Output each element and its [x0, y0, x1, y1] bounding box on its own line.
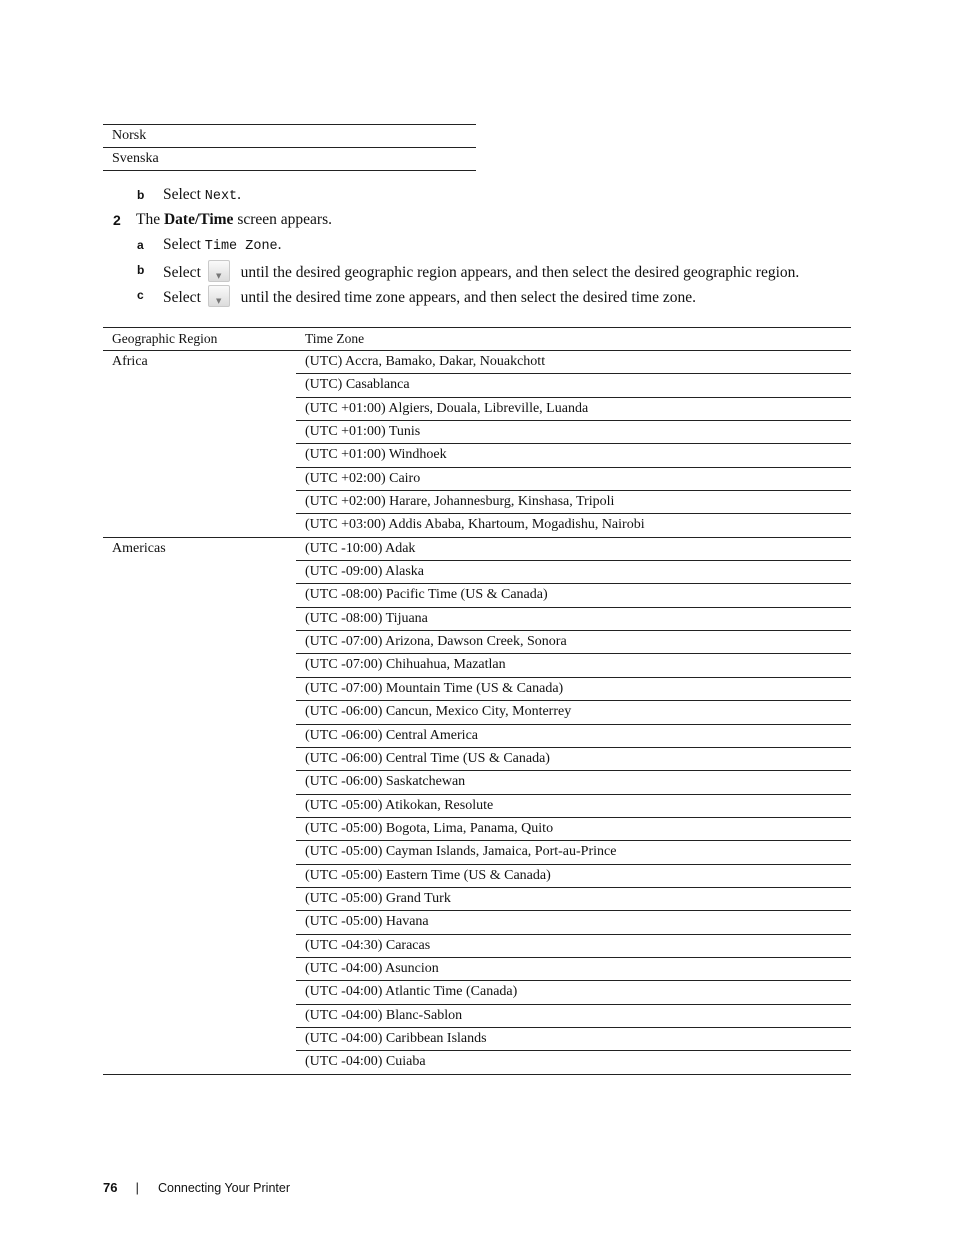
table-row: (UTC -07:00) Chihuahua, Mazatlan [296, 654, 851, 677]
table-row: (UTC -04:00) Asuncion [296, 958, 851, 981]
table-row: (UTC +03:00) Addis Ababa, Khartoum, Mogadishu, Nairobi [305, 517, 645, 533]
language-table [103, 124, 476, 171]
step-prefix: Select [163, 264, 201, 281]
table-row: (UTC -09:00) Alaska [296, 561, 851, 584]
next-code: Next [204, 189, 238, 204]
step-prefix: Select [163, 236, 201, 253]
date-time-screen-name: Date/Time [163, 211, 234, 228]
table-row: (UTC -05:00) Havana [296, 911, 851, 934]
zone-list [296, 538, 851, 1074]
table-row: (UTC -10:00) Adak [296, 538, 851, 561]
table-row: (UTC -04:00) Atlantic Time (Canada) [296, 981, 851, 1004]
header-time-zone: Time Zone [305, 331, 365, 346]
step-letter: c [137, 288, 144, 302]
table-row: (UTC -08:00) Tijuana [296, 608, 851, 631]
step-2 [113, 210, 332, 231]
table-row: (UTC -04:00) Caribbean Islands [296, 1028, 851, 1051]
step-text [163, 185, 241, 207]
step-after: screen appears. [237, 211, 332, 228]
step-1b [137, 185, 242, 205]
step-text [136, 210, 332, 230]
table-row: (UTC -06:00) Cancun, Mexico City, Monterrey [296, 701, 851, 724]
page-footer [103, 1180, 290, 1196]
step-text [163, 260, 799, 283]
table-row: (UTC -04:00) Blanc-Sablon [296, 1005, 851, 1028]
table-row: (UTC -05:00) Eastern Time (US & Canada) [296, 865, 851, 888]
table-row: (UTC -06:00) Central America [296, 725, 851, 748]
page-number: 76 [103, 1180, 118, 1195]
table-row: (UTC -06:00) Saskatchewan [296, 771, 851, 794]
table-body [103, 351, 851, 1075]
step-letter: b [137, 263, 145, 277]
step-prefix: Select [163, 186, 201, 203]
table-rule [103, 170, 476, 171]
step-2c [137, 285, 696, 306]
table-row: (UTC +02:00) Cairo [296, 468, 851, 491]
down-arrow-button-icon: ▼ [208, 260, 230, 282]
step-letter: a [137, 238, 144, 252]
down-arrow-button-icon: ▼ [208, 285, 230, 307]
table-row: (UTC) Casablanca [296, 374, 851, 397]
table-header [103, 328, 851, 351]
region-group [103, 351, 851, 538]
time-zone-code: Time Zone [204, 239, 278, 254]
step-2b [137, 260, 800, 281]
table-row: (UTC -04:30) Caracas [296, 935, 851, 958]
footer-separator: | [135, 1181, 139, 1195]
time-zone-table [103, 327, 851, 1075]
step-suffix: . [237, 186, 242, 203]
table-row: (UTC -05:00) Atikokan, Resolute [296, 795, 851, 818]
step-prefix: Select [163, 289, 201, 306]
table-row: (UTC -05:00) Bogota, Lima, Panama, Quito [296, 818, 851, 841]
table-row: (UTC +01:00) Tunis [296, 421, 851, 444]
table-row: (UTC) Accra, Bamako, Dakar, Nouakchott [296, 351, 851, 374]
step-after: until the desired geographic region appears, and then select the desired geographic region. [240, 264, 800, 281]
region-cell: Africa [112, 354, 148, 369]
table-row: (UTC -04:00) Cuiaba [305, 1054, 426, 1070]
table-row: (UTC +01:00) Algiers, Douala, Libreville, Luanda [296, 398, 851, 421]
footer-section-title: Connecting Your Printer [157, 1181, 290, 1195]
step-after: until the desired time zone appears, and then select the desired time zone. [240, 289, 696, 306]
table-row: (UTC +01:00) Windhoek [296, 444, 851, 467]
table-row: (UTC -05:00) Cayman Islands, Jamaica, Port-au-Prince [296, 841, 851, 864]
table-row: (UTC -05:00) Grand Turk [296, 888, 851, 911]
table-row: (UTC -07:00) Mountain Time (US & Canada) [296, 678, 851, 701]
step-2a [137, 235, 282, 255]
region-group [103, 538, 851, 1075]
step-letter: b [137, 188, 145, 202]
table-row: (UTC +02:00) Harare, Johannesburg, Kinshasa, Tripoli [296, 491, 851, 514]
language-row-norsk: Norsk [112, 128, 147, 143]
step-text [163, 285, 696, 308]
step-number: 2 [113, 212, 121, 228]
table-row: (UTC -07:00) Arizona, Dawson Creek, Sonora [296, 631, 851, 654]
step-before: The [136, 211, 161, 228]
header-geographic-region: Geographic Region [112, 331, 218, 346]
zone-list [296, 351, 851, 537]
table-row: (UTC -06:00) Central Time (US & Canada) [296, 748, 851, 771]
step-suffix: . [277, 236, 282, 253]
language-row-svenska: Svenska [112, 151, 159, 166]
region-cell: Americas [112, 540, 166, 556]
table-row: (UTC -08:00) Pacific Time (US & Canada) [296, 584, 851, 607]
step-text [163, 235, 282, 257]
